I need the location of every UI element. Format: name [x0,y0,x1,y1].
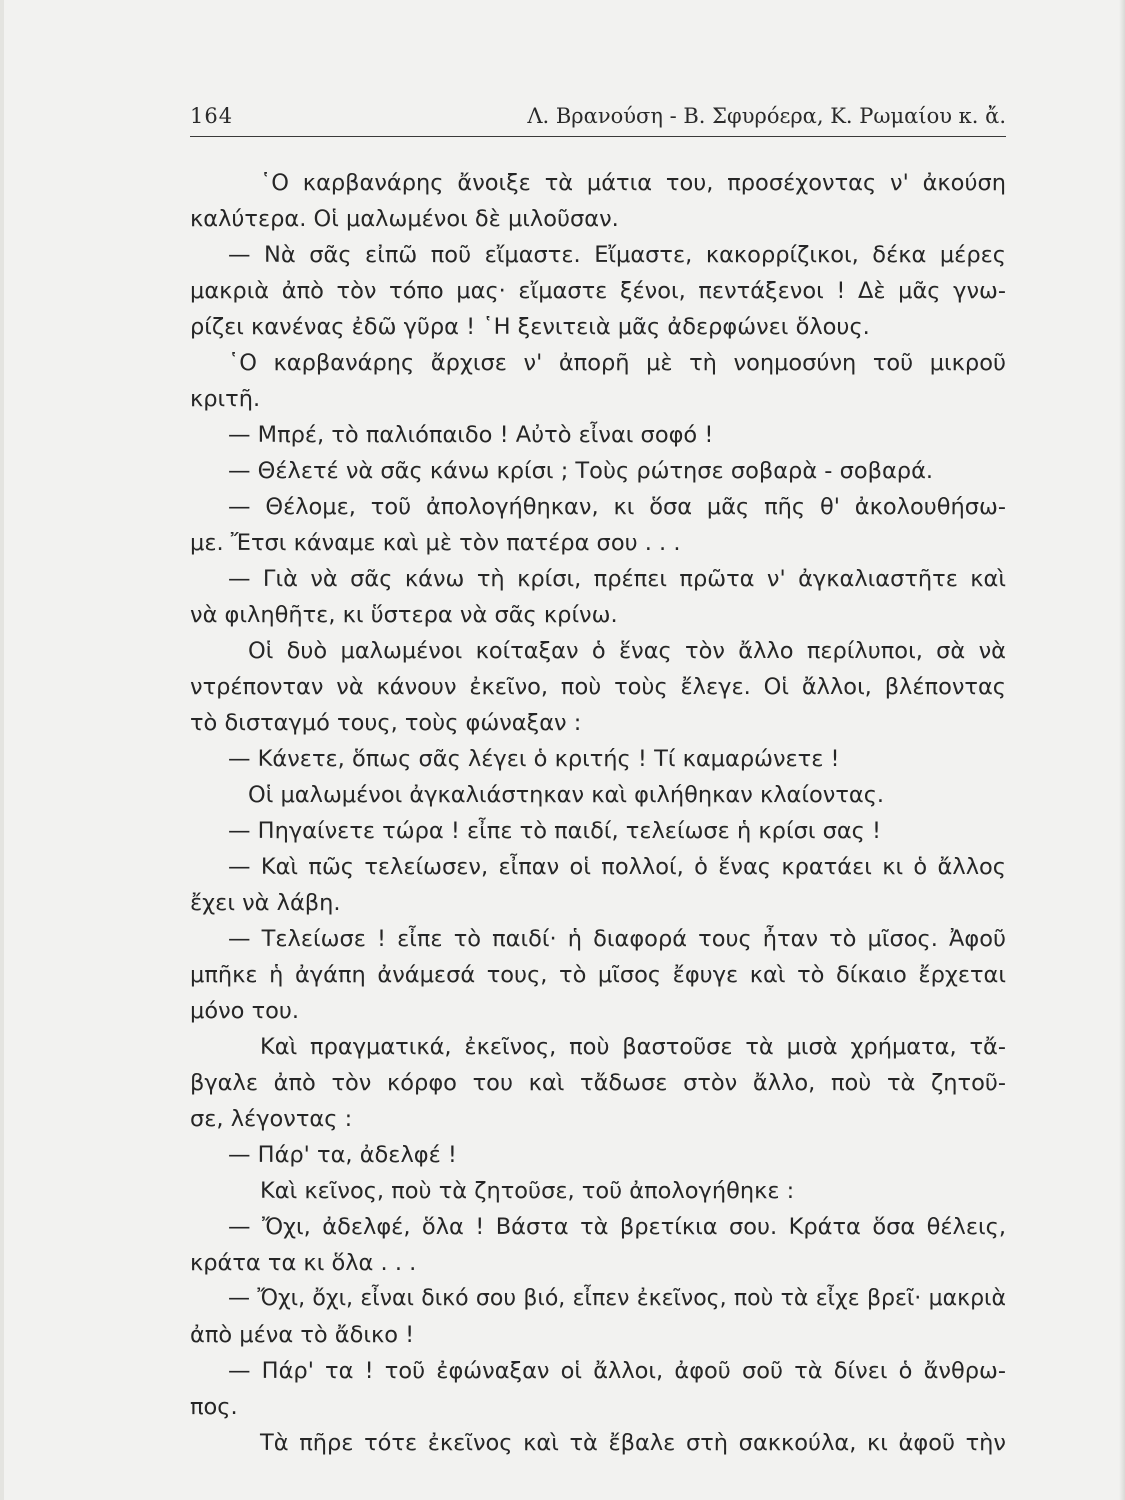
text-line: ῾Ο καρβανάρης ἄνοιξε τὰ μάτια του, προσέχοντας ν' ἀκούση [260,170,1006,196]
text-line: ἔχει νὰ λάβη. [190,890,341,916]
running-head: Λ. Βρανούση - Β. Σφυρόερα, Κ. Ρωμαίου κ. ἄ. [527,104,1006,128]
text-line: ῾Ο καρβανάρης ἄρχισε ν' ἀπορῆ μὲ τὴ νοημοσύνη τοῦ μικροῦ [228,350,1006,376]
page-number: 164 [190,104,234,128]
text-line: κριτῆ. [190,386,261,412]
text-line: Τὰ πῆρε τότε ἐκεῖνος καὶ τὰ ἔβαλε στὴ σακκούλα, κι ἀφοῦ τὴν [260,1430,1006,1456]
text-line: — Θέλετέ νὰ σᾶς κάνω κρίσι ; Τοὺς ρώτησε σοβαρὰ - σοβαρά. [228,458,934,484]
page-header [190,100,1006,134]
text-line: κράτα τα κι ὅλα . . . [190,1250,417,1276]
text-line: — Μπρέ, τὸ παλιόπαιδο ! Αὐτὸ εἶναι σοφό ! [228,422,714,448]
text-line: — Θέλομε, τοῦ ἀπολογήθηκαν, κι ὅσα μᾶς πῆς θ' ἀκολουθήσω- [228,494,1006,520]
text-line: Καὶ κεῖνος, ποὺ τὰ ζητοῦσε, τοῦ ἀπολογήθηκε : [260,1178,795,1204]
page-edge [0,0,4,1500]
text-line: μόνο του. [190,998,300,1024]
text-line: καλύτερα. Οἱ μαλωμένοι δὲ μιλοῦσαν. [190,206,619,232]
text-line: — Νὰ σᾶς εἰπῶ ποῦ εἴμαστε. Εἴμαστε, κακορρίζικοι, δέκα μέρες [228,242,1006,268]
text-line: — Τελείωσε ! εἶπε τὸ παιδί· ἡ διαφορά τους ἦταν τὸ μῖσος. Ἀφοῦ [228,926,1006,952]
text-line: μπῆκε ἡ ἀγάπη ἀνάμεσά τους, τὸ μῖσος ἔφυγε καὶ τὸ δίκαιο ἔρχεται [190,962,1006,988]
text-line: Οἱ δυὸ μαλωμένοι κοίταξαν ὁ ἕνας τὸν ἄλλο περίλυποι, σὰ νὰ [248,638,1006,664]
text-line: νὰ φιληθῆτε, κι ὕστερα νὰ σᾶς κρίνω. [190,602,618,628]
text-line: ἀπὸ μένα τὸ ἄδικο ! [190,1322,415,1348]
text-line: ρίζει κανένας ἐδῶ γῦρα ! ῾Η ξενιτειὰ μᾶς ἀδερφώνει ὅλους. [190,314,870,340]
header-rule [190,136,1006,137]
text-line: ντρέπονταν νὰ κάνουν ἐκεῖνο, ποὺ τοὺς ἔλεγε. Οἱ ἄλλοι, βλέποντας [190,674,1006,700]
text-line: — Πάρ' τα ! τοῦ ἐφώναξαν οἱ ἄλλοι, ἀφοῦ σοῦ τὰ δίνει ὁ ἄνθρω- [228,1358,1006,1384]
text-line: πος. [190,1394,238,1420]
text-line: σε, λέγοντας : [190,1106,353,1132]
text-line: — Κάνετε, ὅπως σᾶς λέγει ὁ κριτής ! Τί καμαρώνετε ! [228,746,840,772]
text-line: — Ὄχι, ἀδελφέ, ὅλα ! Βάστα τὰ βρετίκια σου. Κράτα ὅσα θέλεις, [228,1214,1006,1240]
text-line: βγαλε ἀπὸ τὸν κόρφο του καὶ τἄδωσε στὸν ἄλλο, ποὺ τὰ ζητοῦ- [190,1070,1006,1096]
text-line: — Καὶ πῶς τελείωσεν, εἶπαν οἱ πολλοί, ὁ ἕνας κρατάει κι ὁ ἄλλος [228,854,1006,880]
text-line: — Ὄχι, ὄχι, εἶναι δικό σου βιό, εἶπεν ἐκεῖνος, ποὺ τὰ εἶχε βρεῖ· μακριὰ [228,1286,1006,1311]
text-line: Οἱ μαλωμένοι ἀγκαλιάστηκαν καὶ φιλήθηκαν κλαίοντας. [248,782,885,808]
text-line: μακριὰ ἀπὸ τὸν τόπο μας· εἴμαστε ξένοι, πεντάξενοι ! Δὲ μᾶς γνω- [190,278,1006,304]
scan-shadow [1119,0,1125,1500]
text-line: Καὶ πραγματικά, ἐκεῖνος, ποὺ βαστοῦσε τὰ μισὰ χρήματα, τἄ- [260,1034,1006,1060]
text-line: με. Ἔτσι κάναμε καὶ μὲ τὸν πατέρα σου . . . [190,530,681,556]
text-line: — Πηγαίνετε τώρα ! εἶπε τὸ παιδί, τελείωσε ἡ κρίσι σας ! [228,818,882,844]
text-line: — Γιὰ νὰ σᾶς κάνω τὴ κρίσι, πρέπει πρῶτα ν' ἀγκαλιαστῆτε καὶ [228,566,1006,592]
text-line: — Πάρ' τα, ἀδελφέ ! [228,1142,457,1168]
text-line: τὸ δισταγμό τους, τοὺς φώναξαν : [190,710,582,736]
